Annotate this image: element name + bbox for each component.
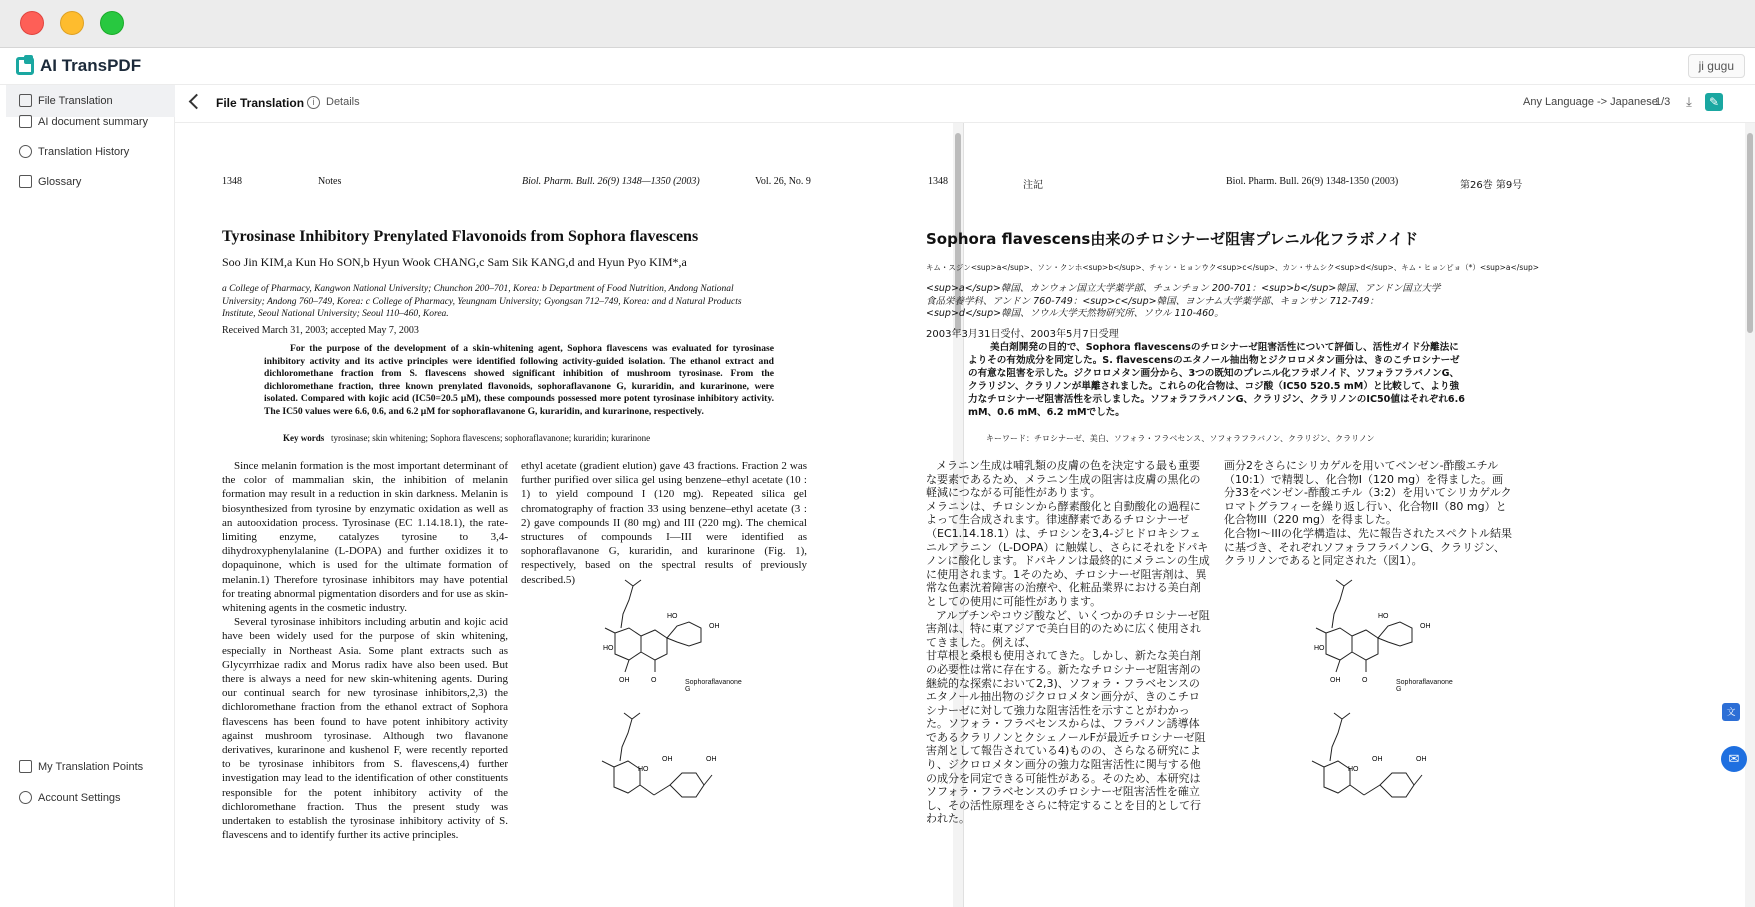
app-logo-icon [16, 57, 34, 75]
page-number: 1348 [928, 176, 948, 187]
body-column-1 [222, 459, 508, 842]
sidebar [0, 85, 175, 907]
svg-text:OH: OH [1330, 677, 1341, 684]
section-label: 注記 [1023, 180, 1043, 191]
page-indicator: 1/3 [1655, 96, 1671, 108]
sidebar-item-glossary[interactable] [6, 166, 175, 198]
received-date: Received March 31, 2003; accepted May 7, 2003 [222, 325, 419, 336]
svg-text:HO: HO [1348, 766, 1359, 773]
close-window-button[interactable] [20, 11, 44, 35]
sidebar-item-label: AI document summary [38, 116, 149, 128]
body-column-2 [521, 459, 807, 587]
section-label: Notes [318, 176, 342, 187]
article-authors: キム・スジン<sup>a</sup>、ソン・クンホ<sup>b</sup>、チャン・ヒョンウク<sup>c</sup>、カン・サムシク<sup>d</sup>、キム・ヒョンピョ（*）<sup>a</sup> [926, 263, 1540, 272]
body-column-2 [1224, 459, 1514, 568]
body-paragraph: 化合物I～IIIの化学構造は、先に報告されたスペクトル結果に基づき、それぞれソフォラフラバノンG、クラリジン、クラリノンであると同定された（図1）。 [1224, 526, 1512, 568]
svg-text:HO: HO [1378, 613, 1389, 620]
svg-text:OH: OH [619, 677, 630, 684]
svg-text:HO: HO [1314, 645, 1325, 652]
maximize-window-button[interactable] [100, 11, 124, 35]
chemical-structure-kuraridin [580, 711, 750, 821]
sidebar-item-label: File Translation [38, 95, 113, 107]
file-translation-toolbar [175, 85, 1755, 123]
volume-label: Vol. 26, No. 9 [755, 176, 811, 187]
history-icon [19, 145, 32, 158]
article-authors: Soo Jin KIM,a Kun Ho SON,b Hyun Wook CHANG,c Sam Sik KANG,d and Hyun Pyo KIM*,a [222, 255, 687, 269]
structure-caption: Sophoraflavanone G [685, 679, 742, 693]
received-date: 2003年3月31日受付、2003年5月7日受理 [926, 329, 1119, 340]
summary-icon [19, 115, 32, 128]
window-title-bar [0, 0, 1755, 48]
scrollbar-thumb[interactable] [1747, 133, 1753, 333]
keywords-line: キーワード：チロシナーゼ、美白、ソフォラ・フラベセンス、ソフォラフラバノン、クラリジン、クラリノン [986, 434, 1375, 443]
edit-icon[interactable]: ✎ [1705, 93, 1723, 111]
back-arrow-icon[interactable] [189, 94, 205, 110]
user-account-button[interactable]: ji gugu [1688, 54, 1745, 78]
body-paragraph: ethyl acetate (gradient elution) gave 43 fractions. Fraction 2 was further purified over silica gel using benzene–ethyl acetate (10 : 1) to yield compound I (120 mg). Repeated silica gel chromatography of fraction 33 using benzene–ethyl acetate (3 : 2) gave compounds II (80 mg) and III (220 mg). The chemical structures of compounds I—III were identified as sophoraflavanone G, kuraridin, and kurarinone (Fig. 1), respectively, based on the spectral results of previously described.5) [521, 460, 807, 586]
svg-text:O: O [651, 677, 657, 684]
structure-caption: Sophoraflavanone G [1396, 679, 1453, 693]
article-title: Sophora flavescens由来のチロシナーゼ阻害プレニル化フラボノイド [926, 230, 1419, 248]
article-title: Tyrosinase Inhibitory Prenylated Flavonoids from Sophora flavescens [222, 228, 699, 245]
page-number: 1348 [222, 176, 242, 187]
language-selector[interactable]: Any Language -> Japanese [1523, 96, 1658, 108]
svg-text:OH: OH [662, 756, 673, 763]
article-abstract: 美白剤開発の目的で、Sophora flavescensのチロシナーゼ阻害活性について評価し、活性ガイド分離法によりその有効成分を同定した。S. flavescensのエタノール抽出物とジクロロメタン画分は、きのこチロシナーゼの有意な阻害を示した。ジクロロメタン画分から、3つの既知のプレニル化フラボノイド、ソフォラフラバノンG、クラリジン、クラリノンが単離されました。これらの化合物は、コジ酸（IC50 520.5 mM）と比較して、より強力なチロシナーゼ阻害活性を示しました。ソフォラフラバノンG、クラリジン、クラリノンのIC50値はそれぞれ6.6 mM、0.6 mM、6.2 mMでした。 [968, 342, 1465, 418]
svg-text:O: O [1362, 677, 1368, 684]
body-column-1 [926, 459, 1210, 826]
chemical-structure-kuraridin [1290, 711, 1460, 821]
body-paragraph: メラニンは、チロシンから酵素酸化と自動酸化の過程によって生合成されます。律速酵素であるチロシナーゼ（EC1.14.18.1）は、チロシンを3,4-ジヒドロキシフェニルアラニン（L-DOPA）に触媒し、さらにそれをドパキノンに酸化します。ドパキノンは最終的にメラニンの生成に使用されます。1そのため、チロシナーゼ阻害剤は、異常な色素沈着障害の治療や、化粧品業界における美白剤としての使用に可能性があります。 [926, 499, 1210, 608]
svg-text:HO: HO [603, 645, 614, 652]
info-icon[interactable]: i [307, 96, 320, 109]
svg-text:HO: HO [638, 766, 649, 773]
body-paragraph: メラニン生成は哺乳類の皮膚の色を決定する最も重要な要素であるため、メラニン生成の阻害は皮膚の黒化の軽減につながる可能性があります。 [926, 459, 1201, 500]
details-link[interactable]: Details [326, 96, 360, 108]
sidebar-item-ai-summary[interactable] [6, 106, 175, 138]
article-abstract: For the purpose of the development of a skin-whitening agent, Sophora flavescens was evaluated for tyrosinase inhibitory activity and its active principles were identified following activity-guided isolation. The ethanol extract and dichloromethane fraction from S. flavescens showed significant inhibition of mushroom tyrosinase. From the dichloromethane fraction, three known prenylated flavonoids, sophoraflavanone G, kuraridin, and kurarinone, were isolated. Compared with kojic acid (IC50=20.5 μM), these compounds possessed more potent tyrosinase inhibitory activity. The IC50 values were 6.6, 0.6, and 6.2 μM for sophoraflavanone G, kuraridin, and kurarinone, respectively. [264, 343, 774, 417]
svg-text:OH: OH [1372, 756, 1383, 763]
article-affiliations: <sup>a</sup>韓国、カンウォン国立大学薬学部、チュンチョン 200-701：<sup>b</sup>韓国、アンドン国立大学食品栄養学科、アンドン 760-749：<sup>c</sup>韓国、ヨンナム大学薬学部、キョンサン 712-749：<sup>d</sup>韓国、ソウル大学天然物研究所、ソウル 110-460。 [926, 283, 1441, 319]
svg-text:OH: OH [1416, 756, 1427, 763]
app-name: AI TransPDF [40, 56, 142, 75]
keywords-text: tyrosinase; skin whitening; Sophora flavescens; sophoraflavanone; kuraridin; kurarinone [331, 433, 651, 443]
download-icon[interactable]: ⤓ [1686, 94, 1692, 109]
minimize-window-button[interactable] [60, 11, 84, 35]
svg-text:OH: OH [709, 623, 720, 630]
translated-document-pane[interactable] [926, 123, 1755, 907]
body-paragraph: Since melanin formation is the most important determinant of the color of mammalian skin, the inhibition of melanin formation may result in a reduction in skin darkness. Melanin is biosynthesized from tyrosine by enzymatic oxidation as well as an autooxidation process. Tyrosinase (EC 1.14.18.1), the rate-limiting enzyme, catalyzes tyrosine to 3,4-dihydroxyphenylalanine (L-DOPA) and further oxidizes it to dopaquinone, which is used for the ultimate formation of melanin.1) Therefore tyrosinase inhibitors may have potential for treating abnormal pigmentation disorders and for use as skin-whitening agents in the cosmetic industry. [222, 460, 508, 615]
body-paragraph: アルブチンやコウジ酸など、いくつかのチロシナーゼ阻害剤は、特に東アジアで美白目的のために広く使用されてきました。例えば、 [926, 608, 1210, 649]
keywords-label: Key words [283, 433, 325, 443]
chat-support-icon[interactable]: ✉ [1721, 746, 1747, 772]
sidebar-item-translation-history[interactable] [6, 136, 175, 168]
sidebar-item-label: My Translation Points [38, 761, 144, 773]
sidebar-item-label: Translation History [38, 146, 130, 158]
app-header [0, 48, 1755, 85]
sidebar-item-account-settings[interactable] [6, 782, 175, 814]
settings-icon [19, 791, 32, 804]
page-title: File Translation [216, 96, 305, 110]
keywords-line [283, 433, 650, 443]
quick-translate-icon[interactable]: 文 [1722, 703, 1740, 721]
right-pane-scrollbar[interactable] [1745, 123, 1755, 907]
folder-icon [19, 760, 32, 773]
svg-text:HO: HO [667, 613, 678, 620]
body-paragraph: Several tyrosinase inhibitors including arbutin and kojic acid have been widely used for the purpose of skin whitening, especially in Northeast Asia. Some plant extracts such as Glycyrrhizae radix and Morus radix have also been used. But there is always a need for new skin-whitening agents. During our continual search for new tyrosinase inhibitors,2,3) the dichloromethane fraction from the ethanol extract of Sophora flavescens has been found to have potent inhibitory activity against mushroom tyrosinase. Although two flavanone derivatives, kurarinone and kushenol F, were recently reported to be tyrosinase inhibitors from S. flavescens,4) further investigation may lead to the identification of other constituents responsible for the potent inhibitory activity of the dichloromethane fraction. Thus the present study was undertaken to establish the tyrosinase inhibitory activity of S. flavescens and to identify further its active principles. [222, 616, 508, 842]
sidebar-item-label: Glossary [38, 176, 82, 188]
original-document-pane[interactable] [175, 123, 963, 907]
journal-citation: Biol. Pharm. Bull. 26(9) 1348—1350 (2003) [522, 176, 700, 187]
article-affiliations: a College of Pharmacy, Kangwon National University; Chunchon 200–701, Korea: b Department of Food Nutrition, Andong National University; Andong 760–749, Korea: c College of Pharmacy, Yeungnam University; Gyongsan 712–749, Korea: and d Natural Products Institute, Seoul National University; Seoul 110–460, Korea. [222, 284, 742, 319]
svg-text:OH: OH [706, 756, 717, 763]
volume-label: 第26巻 第9号 [1460, 180, 1523, 191]
journal-citation: Biol. Pharm. Bull. 26(9) 1348-1350 (2003) [1226, 176, 1399, 187]
sidebar-item-translation-points[interactable] [6, 751, 175, 783]
svg-text:OH: OH [1420, 623, 1431, 630]
body-paragraph: 画分2をさらにシリカゲルを用いてベンゼン-酢酸エチル（10:1）で精製し、化合物I（120 mg）を得ました。画分33をベンゼン-酢酸エチル（3:2）を用いてシリカゲルクロマトグラフィーを繰り返し行い、化合物II（80 mg）と化合物III（220 mg）を得ました。 [1224, 459, 1512, 527]
sidebar-item-label: Account Settings [38, 792, 121, 804]
body-paragraph: 甘草根と桑根も使用されてきた。しかし、新たな美白剤の必要性は常に存在する。新たなチロシナーゼ阻害剤の継続的な探索において2,3)、ソフォラ・フラベセンスのエタノール抽出物のジクロロメタン画分が、きのこチロシナーゼに対して強力な阻害活性を示すことがわかった。ソフォラ・フラベセンスからは、フラバノン誘導体であるクラリノンとクシェノールFが最近チロシナーゼ阻害剤として報告されている4)ものの、さらなる研究により、ジクロロメタン画分の強力な阻害活性に関与する他の成分を同定できる可能性がある。そのため、本研究はソフォラ・フラベセンスのチロシナーゼ阻害活性を確立し、その活性原理をさらに特定することを目的として行われた。 [926, 649, 1206, 826]
glossary-icon [19, 175, 32, 188]
